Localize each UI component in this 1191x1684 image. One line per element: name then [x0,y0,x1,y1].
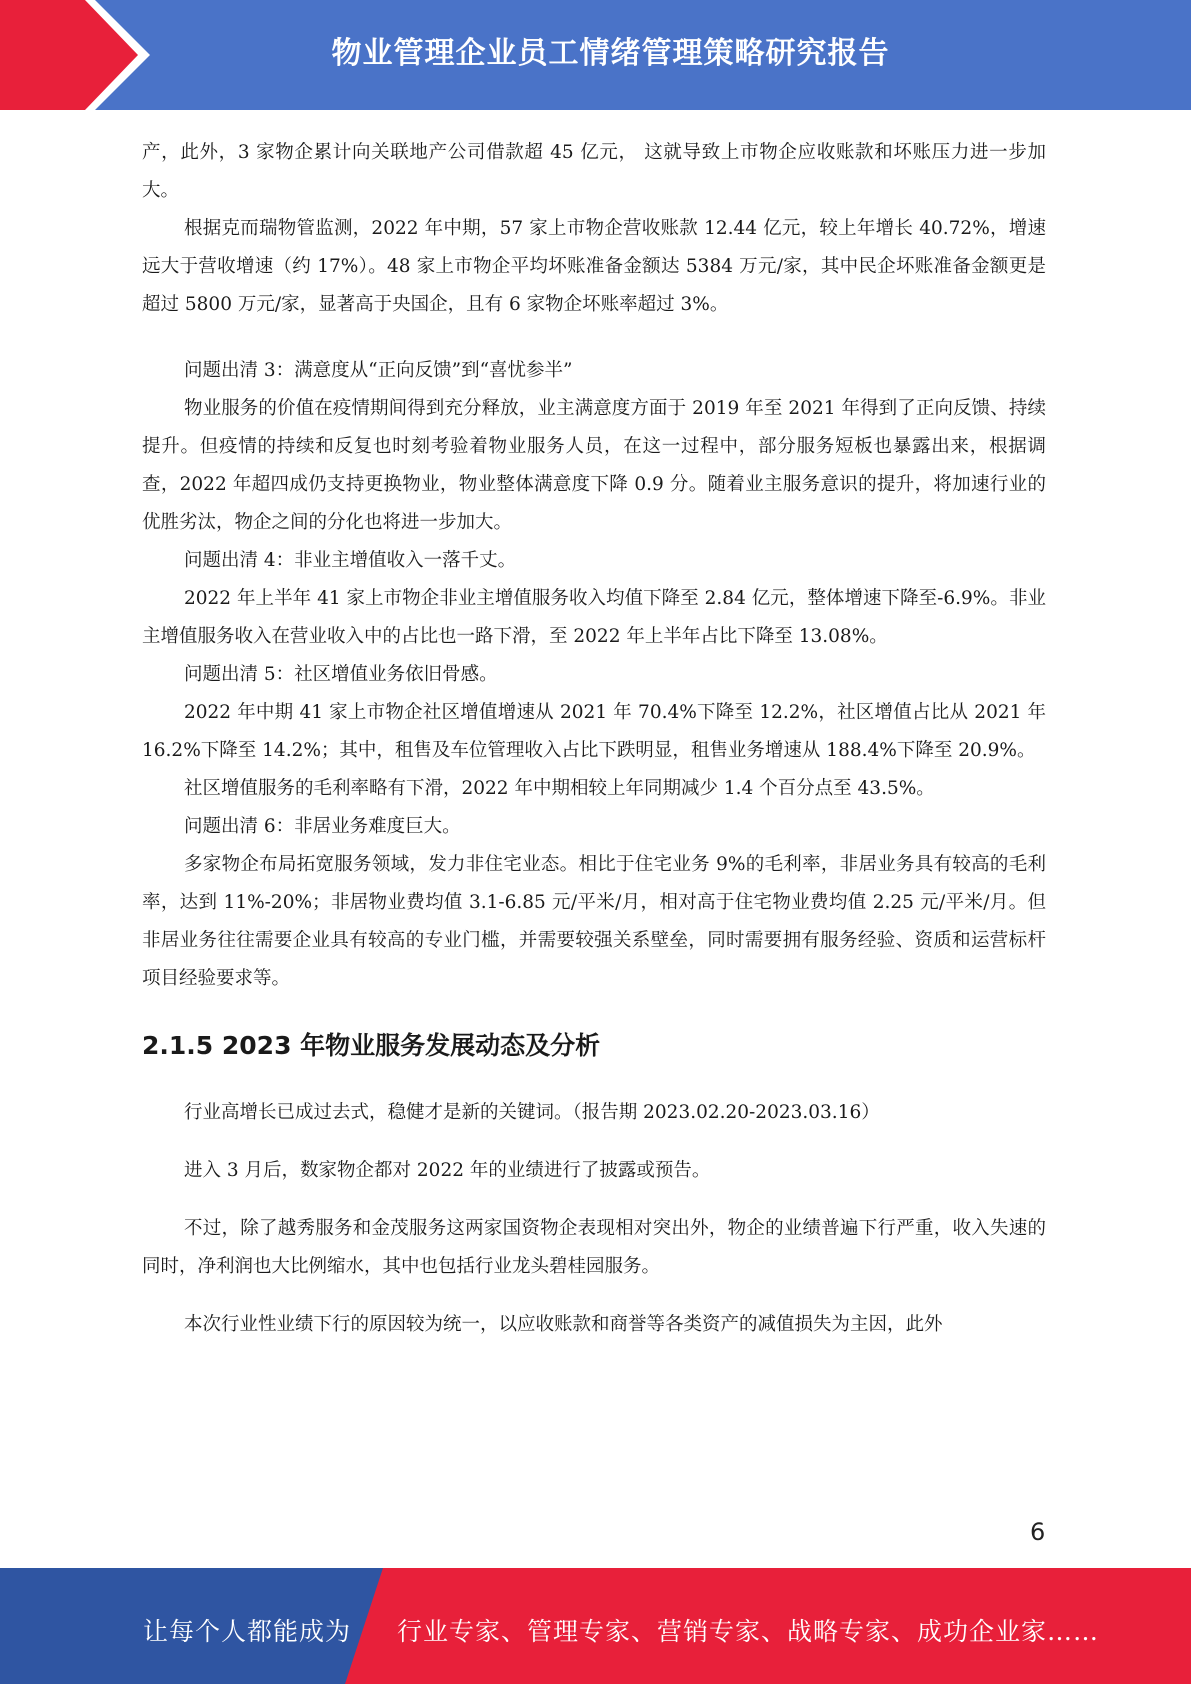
paragraph: 社区增值服务的毛利率略有下滑，2022 年中期相较上年同期减少 1.4 个百分点至 43.5%。 [184,778,935,799]
subheading-problem-5: 问题出清 5：社区增值业务依旧骨感。 [184,664,498,685]
page-footer [0,1568,1191,1684]
subheading-problem-6: 问题出清 6：非居业务难度巨大。 [184,816,461,837]
report-title: 物业管理企业员工情绪管理策略研究报告 [331,36,890,71]
footer-slogan-right: 行业专家、管理专家、营销专家、战略专家、成功企业家…… [397,1617,1100,1646]
paragraph: 不过，除了越秀服务和金茂服务这两家国资物企表现相对突出外，物企的业绩普遍下行严重，收入失速的同时，净利润也大比例缩水，其中也包括行业龙头碧桂园服务。 [142,1218,1046,1277]
paragraph: 行业高增长已成过去式，稳健才是新的关键词。（报告期 2023.02.20-2023.03.16） [184,1102,880,1123]
page-number: 6 [1030,1518,1046,1546]
document-body [142,134,1046,1344]
paragraph: 根据克而瑞物管监测，2022 年中期，57 家上市物企营收账款 12.44 亿元，较上年增长 40.72%，增速远大于营收增速（约 17%）。48 家上市物企平均坏账准备金额达 5384 万元/家，其中民企坏账准备金额更是超过 5800 万元/家，显著高于央国企，且有 6 家物企坏账率超过 3%。 [142,218,1046,315]
page-header [0,0,1191,110]
paragraph: 物业服务的价值在疫情期间得到充分释放，业主满意度方面于 2019 年至 2021 年得到了正向反馈、持续提升。但疫情的持续和反复也时刻考验着物业服务人员，在这一过程中，部分服务短板也暴露出来，根据调查，2022 年超四成仍支持更换物业，物业整体满意度下降 0.9 分。随着业主服务意识的提升，将加速行业的优胜劣汰，物企之间的分化也将进一步加大。 [142,398,1046,533]
subheading-problem-4: 问题出清 4：非业主增值收入一落千丈。 [184,550,517,571]
subheading-problem-3: 问题出清 3：满意度从“正向反馈”到“喜忧参半” [184,360,573,381]
section-heading: 2.1.5 2023 年物业服务发展动态及分析 [142,1031,601,1060]
paragraph: 2022 年中期 41 家上市物企社区增值增速从 2021 年 70.4%下降至 12.2%，社区增值占比从 2021 年 16.2%下降至 14.2%；其中，租售及车位管理收入占比下跌明显，租售业务增速从 188.4%下降至 20.9%。 [142,702,1046,761]
paragraph: 多家物企布局拓宽服务领域，发力非住宅业态。相比于住宅业务 9%的毛利率，非居业务具有较高的毛利率，达到 11%-20%；非居物业费均值 3.1-6.85 元/平米/月，相对高于住宅物业费均值 2.25 元/平米/月。但非居业务往往需要企业具有较高的专业门槛，并需要较强关系壁垒，同时需要拥有服务经验、资质和运营标杆项目经验要求等。 [142,854,1046,989]
header-chevron-decoration [0,0,150,110]
paragraph: 本次行业性业绩下行的原因较为统一，以应收账款和商誉等各类资产的减值损失为主因，此外 [184,1314,943,1335]
paragraph: 进入 3 月后，数家物企都对 2022 年的业绩进行了披露或预告。 [184,1160,711,1181]
paragraph: 产，此外，3 家物企累计向关联地产公司借款超 45 亿元， 这就导致上市物企应收账款和坏账压力进一步加大。 [142,142,1046,201]
footer-slogan-left: 让每个人都能成为 [143,1617,352,1646]
paragraph: 2022 年上半年 41 家上市物企非业主增值服务收入均值下降至 2.84 亿元，整体增速下降至-6.9%。非业主增值服务收入在营业收入中的占比也一路下滑，至 2022 年上半年占比下降至 13.08%。 [142,588,1046,647]
